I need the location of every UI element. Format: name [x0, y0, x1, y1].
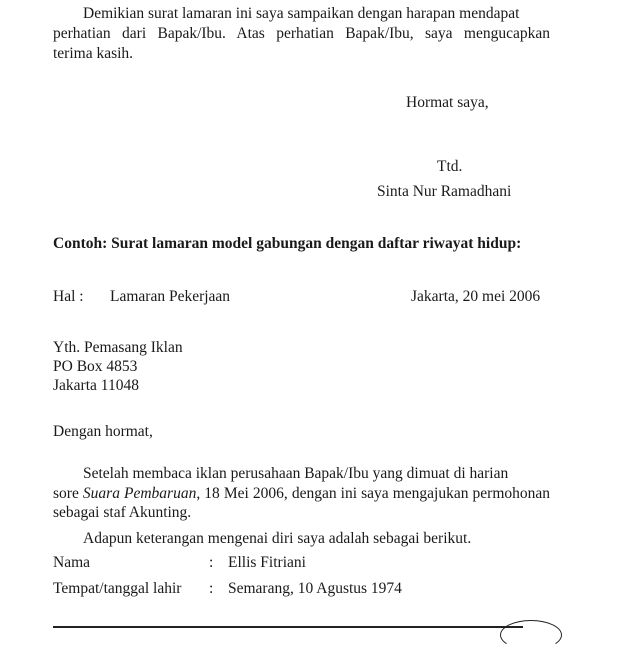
detail-label-ttl: Tempat/tanggal lahir — [53, 580, 182, 597]
closing-paragraph-line-2-text: perhatian dari Bapak/Ibu. Atas perhatian Bapak/Ibu, saya mengucapkan — [53, 25, 550, 42]
subject-value: Lamaran Pekerjaan — [110, 288, 231, 305]
detail-value-nama: Ellis Fitriani — [228, 554, 306, 571]
detail-label-nama: Nama — [53, 554, 91, 571]
intro-line-2-text — [53, 484, 550, 504]
intro-line-2-end: , 18 Mei 2006, dengan ini saya mengajukan permohonan — [196, 485, 551, 502]
greeting: Dengan hormat, — [53, 423, 153, 440]
detail-sep-ttl: : — [209, 580, 214, 597]
intro-line-2 — [53, 484, 550, 504]
intro-line-2-start: sore — [53, 485, 83, 502]
example-heading: Contoh: Surat lamaran model gabungan dengan daftar riwayat hidup: — [53, 235, 522, 252]
signature-ttd: Ttd. — [437, 158, 463, 175]
newspaper-name: Suara Pembaruan — [82, 485, 197, 502]
subject-label: Hal : — [53, 288, 84, 305]
place-date: Jakarta, 20 mei 2006 — [411, 288, 541, 305]
page-number-oval — [500, 620, 562, 650]
detail-sep-nama: : — [209, 554, 214, 571]
details-intro: Adapun keterangan mengenai diri saya adalah sebagai berikut. — [83, 530, 472, 547]
footer-rule — [53, 626, 523, 628]
intro-line-3: sebagai staf Akunting. — [53, 504, 192, 521]
signature-name: Sinta Nur Ramadhani — [377, 183, 512, 200]
recipient-line-1: Yth. Pemasang Iklan — [53, 339, 183, 356]
closing-paragraph-line-1: Demikian surat lamaran ini saya sampaikan dengan harapan mendapat — [83, 5, 520, 22]
recipient-line-2: PO Box 4853 — [53, 358, 138, 375]
signature-salutation: Hormat saya, — [406, 94, 489, 111]
intro-line-1: Setelah membaca iklan perusahaan Bapak/Ibu yang dimuat di harian — [83, 465, 509, 482]
detail-value-ttl: Semarang, 10 Agustus 1974 — [228, 580, 402, 597]
closing-paragraph-line-3: terima kasih. — [53, 45, 134, 62]
closing-paragraph-line-2 — [53, 24, 550, 44]
recipient-line-3: Jakarta 11048 — [53, 377, 139, 394]
